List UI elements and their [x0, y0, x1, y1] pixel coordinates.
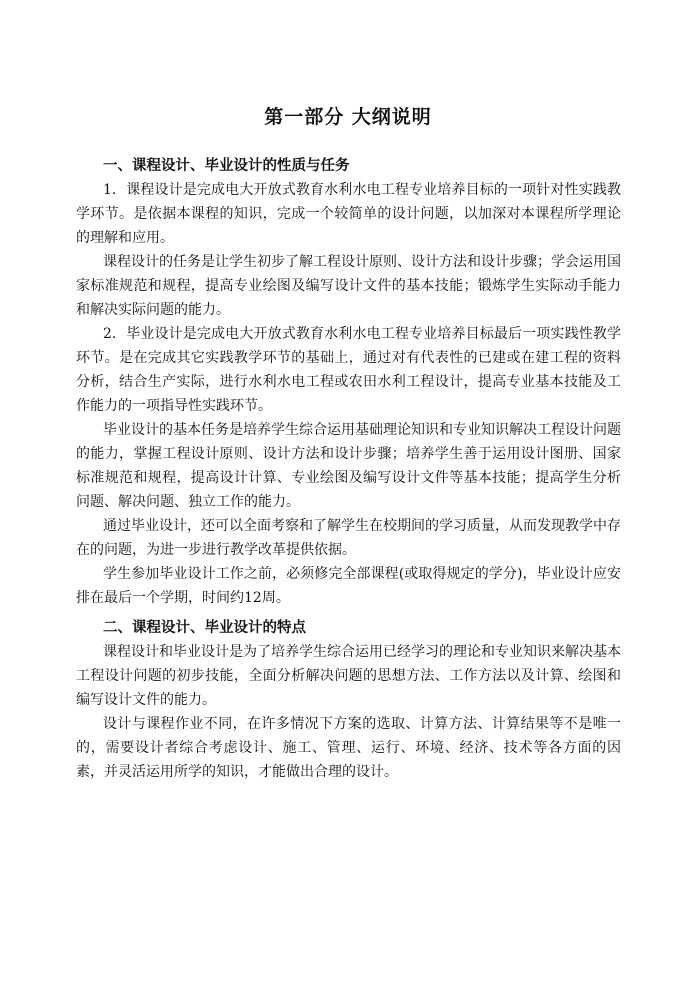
paragraph-course-design-tasks: 课程设计的任务是让学生初步了解工程设计原则、设计方法和设计步骤；学会运用国家标准规范和规程，提高专业绘图及编写设计文件的基本技能；锻炼学生实际动手能力和解决实际问题的能力。	[76, 254, 621, 318]
paragraph-graduation-design-prerequisites: 学生参加毕业设计工作之前，必须修完全部课程(或取得规定的学分)，毕业设计应安排在最后一个学期，时间约12周。	[76, 566, 621, 606]
paragraph-course-design-definition: 1．课程设计是完成电大开放式教育水利水电工程专业培养目标的一项针对性实践教学环节。是依据本课程的知识，完成一个较简单的设计问题，以加深对本课程所学理论的理解和应用。	[76, 182, 621, 246]
paragraph-design-vs-coursework: 设计与课程作业不同，在许多情况下方案的选取、计算方法、计算结果等不是唯一的，需要设计者综合考虑设计、施工、管理、运行、环境、经济、技术等各方面的因素，并灵活运用所学的知识，才能做出合理的设计。	[76, 716, 621, 780]
document-body	[76, 154, 621, 784]
section-heading-characteristics: 二、课程设计、毕业设计的特点	[103, 619, 306, 636]
paragraph-design-purpose: 课程设计和毕业设计是为了培养学生综合运用已经学习的理论和专业知识来解决基本工程设计问题的初步技能，全面分析解决问题的思想方法、工作方法以及计算、绘图和编写设计文件的能力。	[76, 644, 621, 708]
paragraph-graduation-design-definition: 2．毕业设计是完成电大开放式教育水利水电工程专业培养目标最后一项实践性教学环节。是在完成其它实践教学环节的基础上，通过对有代表性的已建或在建工程的资料分析，结合生产实际，进行水利水电工程或农田水利工程设计，提高专业基本技能及工作能力的一项指导性实践环节。	[76, 326, 621, 414]
page-title: 第一部分 大纲说明	[264, 106, 432, 128]
section-heading-nature-and-tasks: 一、课程设计、毕业设计的性质与任务	[103, 157, 350, 174]
paragraph-graduation-design-evaluation: 通过毕业设计，还可以全面考察和了解学生在校期间的学习质量，从而发现教学中存在的问题，为进一步进行教学改革提供依据。	[76, 518, 621, 558]
paragraph-graduation-design-tasks: 毕业设计的基本任务是培养学生综合运用基础理论知识和专业知识解决工程设计问题的能力，掌握工程设计原则、设计方法和设计步骤；培养学生善于运用设计图册、国家标准规范和规程，提高设计计算、专业绘图及编写设计文件等基本技能；提高学生分析问题、解决问题、独立工作的能力。	[76, 422, 621, 510]
